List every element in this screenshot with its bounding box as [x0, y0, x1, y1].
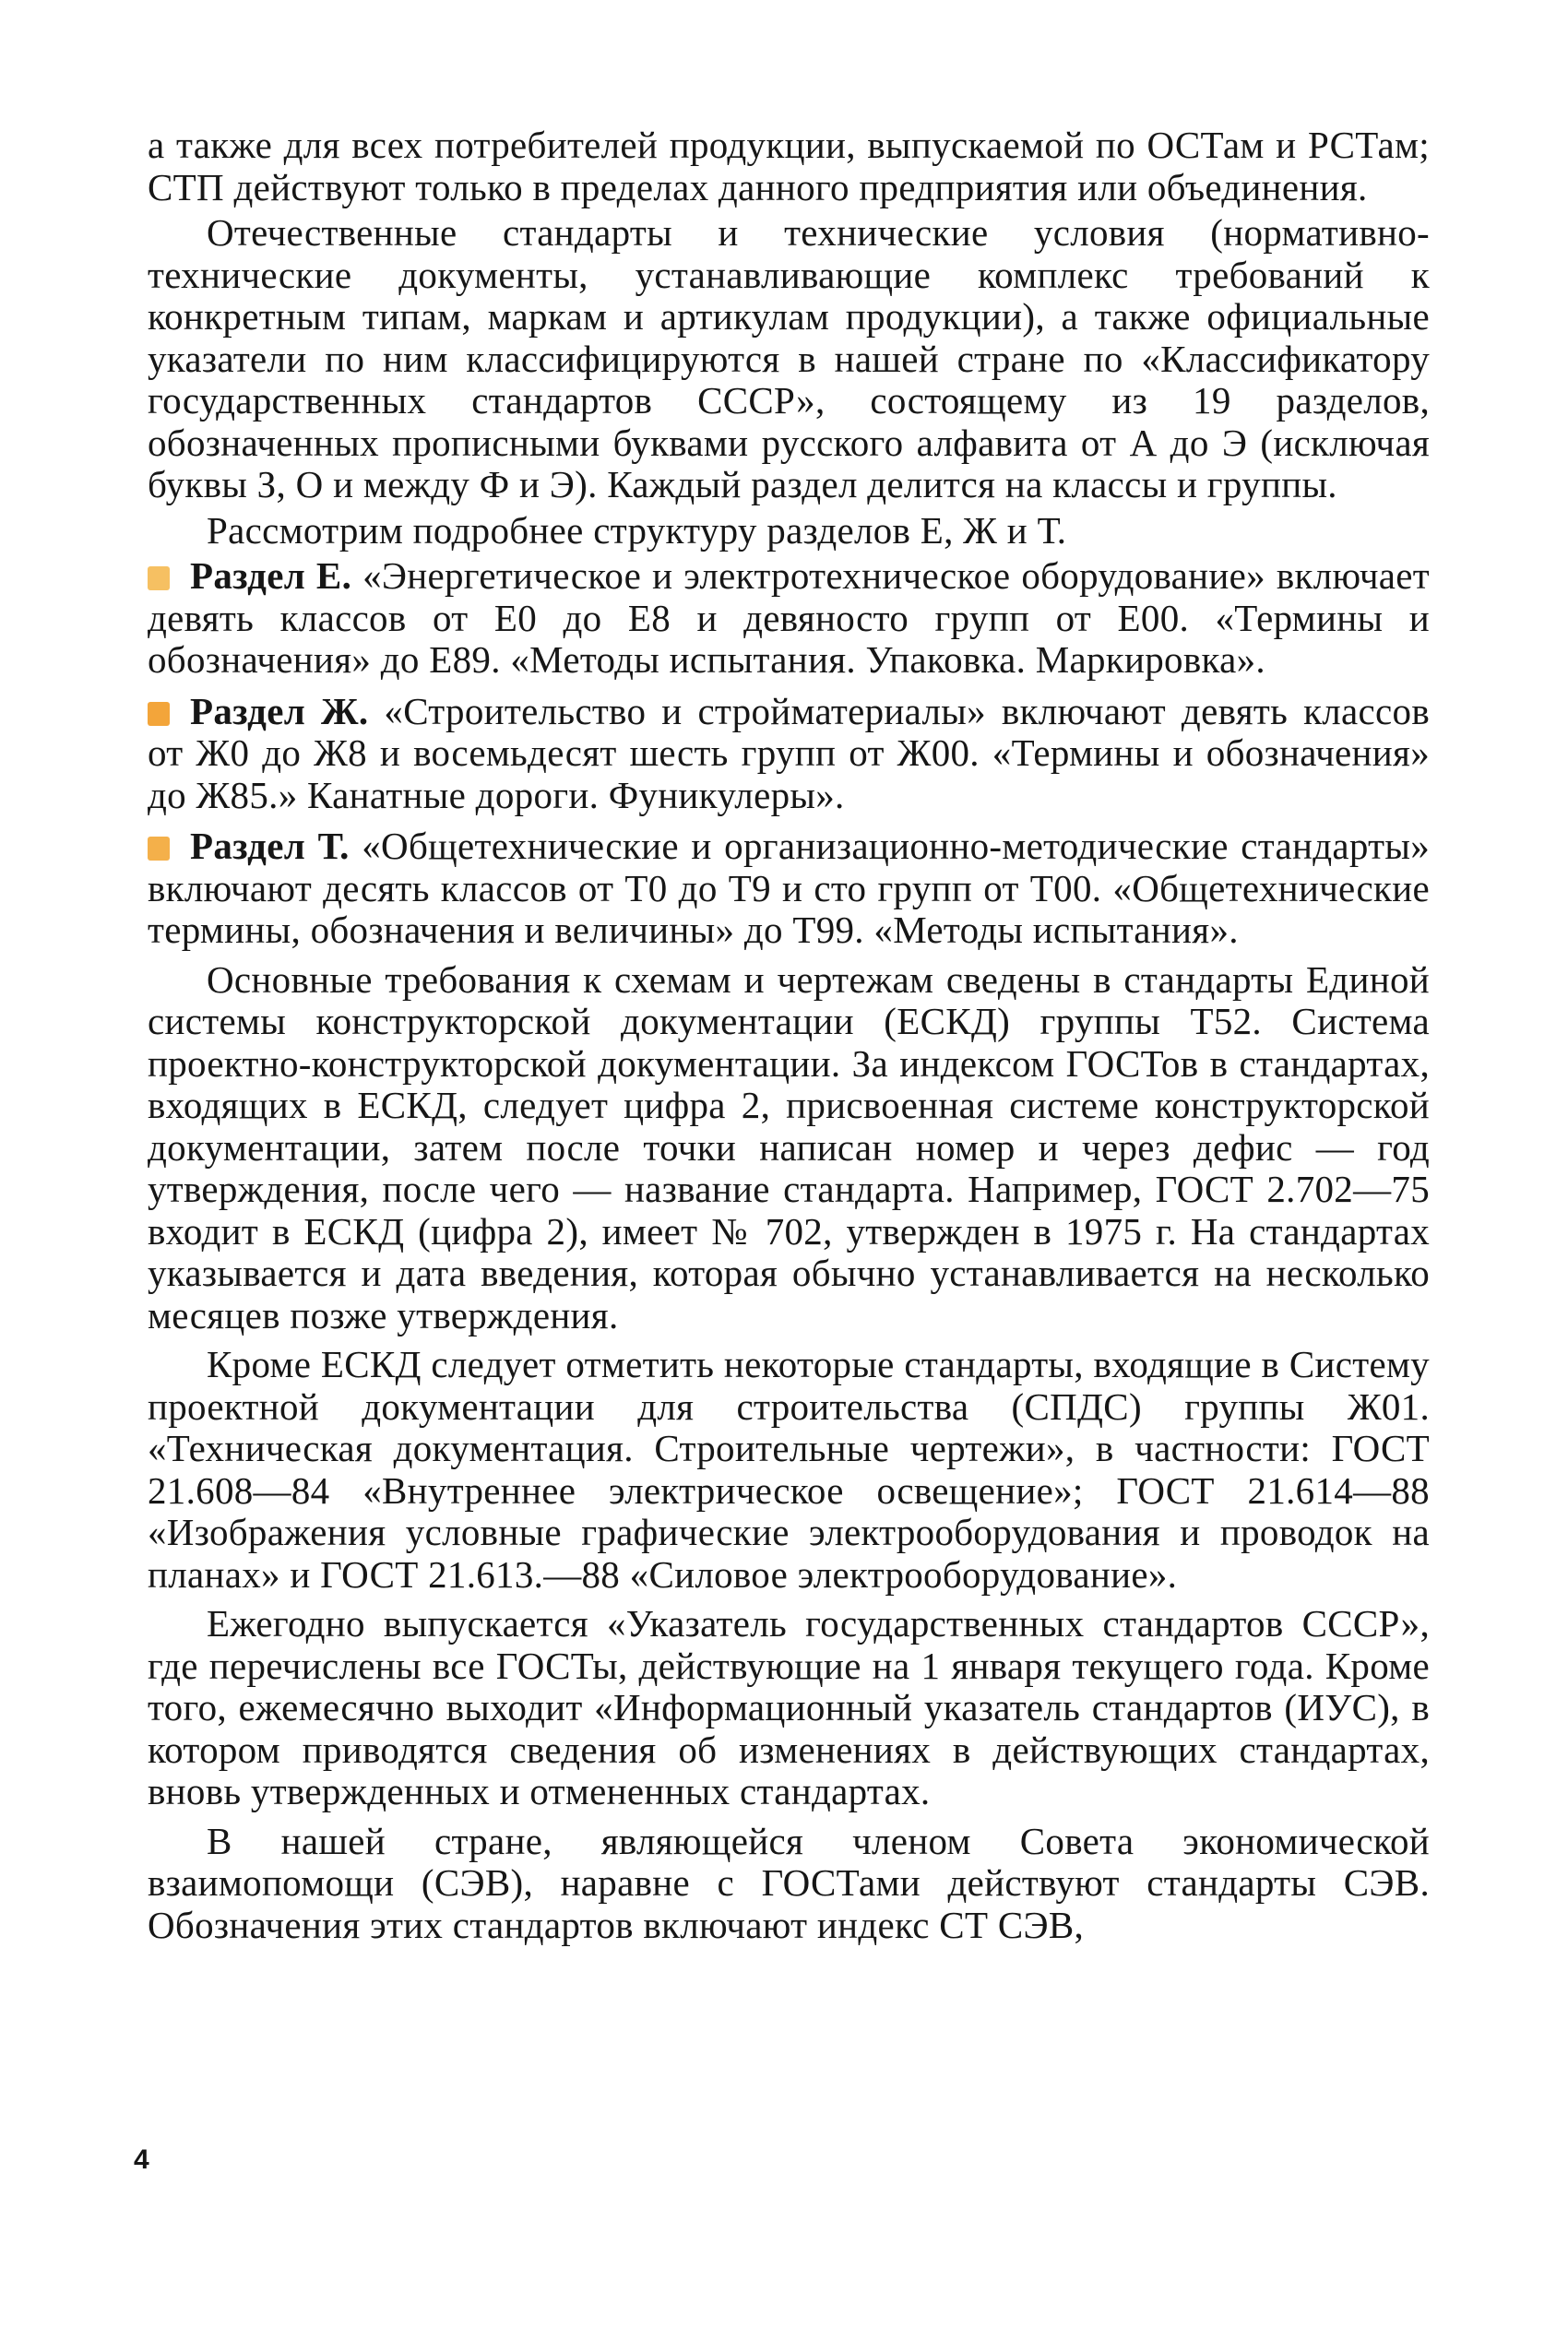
section-marker-icon — [148, 566, 170, 590]
section-e-text: «Энергетическое и электротехническое оборудование» включает девять классов от Е0 до Е8 и девяносто групп от Е00. «Термины и обозначения» до Е89. «Методы испытания. Упаковка. Маркировка». — [148, 554, 1430, 681]
paragraph-sev: В нашей стране, являющейся членом Совета экономической взаимопомощи (СЭВ), наравне с ГОСТами действуют стандарты СЭВ. Обозначения этих стандартов включают индекс СТ СЭВ, — [148, 1819, 1430, 1946]
section-marker-icon — [148, 702, 170, 726]
paragraph-classifier: Отечественные стандарты и технические условия (нормативно-технические документы, устанавливающие комплекс требований к конкретным типам, маркам и артикулам продукции), а также официальные указатели по ним классифицируются в нашей стране по «Классификатору государственных стандартов СССР», состоящему из 19 разделов, обозначенных прописными буквами русского алфавита от А до Э (исключая буквы З, О и между Ф и Э). Каждый раздел делится на классы и группы. — [148, 211, 1430, 505]
paragraph-continuation: а также для всех потребителей продукции, выпускаемой по ОСТам и РСТам; СТП действуют только в пределах данного предприятия или объединения. — [148, 124, 1430, 208]
page-number: 4 — [134, 2144, 149, 2175]
section-e-heading: Раздел Е. — [190, 554, 352, 597]
section-zh — [148, 691, 1430, 817]
section-e — [148, 555, 1430, 682]
section-t-text: «Общетехнические и организационно-методические стандарты» включают десять классов от Т0 до Т9 и сто групп от Т00. «Общетехнические термины, обозначения и величины» до Т99. «Методы испытания». — [148, 825, 1430, 951]
section-t — [148, 826, 1430, 952]
section-marker-icon — [148, 837, 170, 861]
section-zh-text: «Строительство и стройматериалы» включают девять классов от Ж0 до Ж8 и восемьдесят шесть групп от Ж00. «Термины и обозначения» до Ж85.» Канатные дороги. Фуникулеры». — [148, 689, 1431, 816]
section-zh-heading: Раздел Ж. — [190, 689, 369, 732]
paragraph-index: Ежегодно выпускается «Указатель государственных стандартов СССР», где перечислены все ГОСТы, действующие на 1 января текущего года. Кроме того, ежемесячно выходит «Информационный указатель стандартов (ИУС), в котором приводятся сведения об изменениях в действующих стандартах, вновь утвержденных и отмененных стандартах. — [148, 1602, 1430, 1812]
paragraph-spds: Кроме ЕСКД следует отметить некоторые стандарты, входящие в Систему проектной документации для строительства (СПДС) группы Ж01. «Техническая документация. Строительные чертежи», в частности: ГОСТ 21.608—84 «Внутреннее электрическое освещение»; ГОСТ 21.614—88 «Изображения условные графические электрооборудования и проводок на планах» и ГОСТ 21.613.—88 «Силовое электрооборудование». — [148, 1343, 1430, 1596]
paragraph-structure-intro: Рассмотрим подробнее структуру разделов Е, Ж и Т. — [207, 508, 1067, 552]
paragraph-eskd: Основные требования к схемам и чертежам сведены в стандарты Единой системы конструкторской документации (ЕСКД) группы Т52. Система проектно-конструкторской документации. За индексом ГОСТов в стандартах, входящих в ЕСКД, следует цифра 2, присвоенная системе конструкторской документации, затем после точки написан номер и через дефис — год утверждения, после чего — название стандарта. Например, ГОСТ 2.702—75 входит в ЕСКД (цифра 2), имеет № 702, утвержден в 1975 г. На стандартах указывается и дата введения, которая обычно устанавливается на несколько месяцев позже утверждения. — [148, 957, 1430, 1336]
section-t-heading: Раздел Т. — [190, 825, 350, 867]
page-body — [148, 125, 1430, 1946]
